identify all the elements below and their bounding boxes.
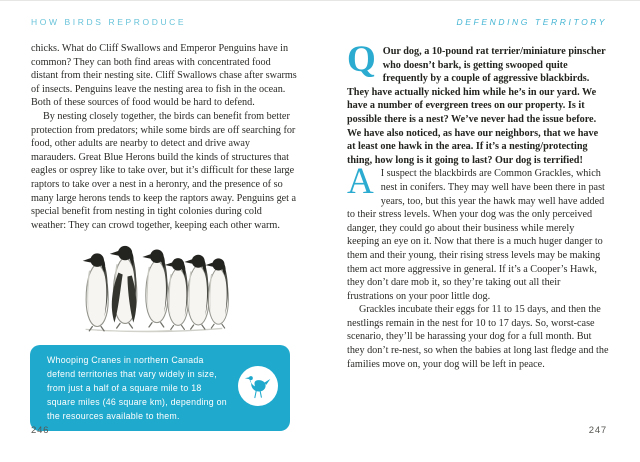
answer-dropcap: A — [347, 161, 374, 203]
right-page — [320, 1, 640, 462]
page-number-left: 246 — [31, 425, 50, 436]
left-page — [0, 1, 320, 462]
fact-callout — [30, 345, 290, 431]
left-body-column — [31, 42, 297, 232]
question-text: Our dog, a 10-pound rat terrier/miniature pinscher who doesn’t bark, is getting swooped quite frequently by a couple of aggressive blackbirds. They have actually nicked him while he’s in our yard. We have a number of evergreen trees on our property. Is it possible there is a nest? We’ve never had the issue before. We have also noticed, as have our neighbors, that we have at least one hawk in the area. If it’s a nesting/protecting thing, how long is it going to last? Our dog is terrified! — [347, 46, 606, 166]
crane-icon — [238, 366, 278, 406]
right-body-column — [347, 39, 609, 371]
page-number-right: 247 — [588, 425, 607, 436]
emperor-penguins-illustration — [76, 241, 230, 335]
body-paragraph: By nesting closely together, the birds can benefit from better protection from predators; while some birds are off searching for food, other adults are nearby to detect and drive away marauders. Great Blue Herons build the kinds of structures that eagles or osprey like to take over, but it’s difficult for these large raptors to take over a nest in a heronry, and the presence of so many large herons tends to keep the raptors away. Penguins get a special benefit from nesting in tight colonies during cold weather: They can crowd together, keeping each other warm. — [31, 110, 297, 231]
answer-paragraph: Grackles incubate their eggs for 11 to 15 days, and then the nestlings remain in the nest for 10 to 17 days. So, worst-case scenario, they’ll be harassing your dog for a full month. But they don’t re-nest, so when the babies at long last fledge and the families move on, your dog will be left in peace. — [347, 304, 609, 370]
body-paragraph: chicks. What do Cliff Swallows and Emperor Penguins have in common? They can both find areas with concentrated food distant from their nesting site. Cliff Swallows chase after swarms of insects. Penguins leave the nesting area to fish in the ocean. Both of these sources of food would be hard to defend. — [31, 43, 297, 109]
running-head-left: HOW BIRDS REPRODUCE — [31, 17, 187, 27]
question-dropcap: Q — [347, 39, 376, 80]
penguins-sketch-icon — [76, 241, 230, 335]
running-head-right: DEFENDING TERRITORY — [456, 17, 607, 27]
answer-text: I suspect the blackbirds are Common Grackles, which nest in conifers. They may well have been there in past years, too, but this year the hawk may well have added to their stress levels. When your dog was the only perceived danger, they could go about their business while merely keeping an eye on it. Now that there is a much huger danger to them and their young, their rising stress levels may be making them act more aggressive in general. If it’s a Cooper’s Hawk, they don’t dare mob it, so they’re taking out all their frustrations on your poor little dog. — [347, 168, 605, 302]
answer-paragraph — [347, 161, 609, 303]
question-paragraph — [347, 39, 609, 167]
callout-text: Whooping Cranes in northern Canada defend territories that vary widely in size, from just a half of a square mile to 18 square miles (46 square km), depending on the resources available to them. — [47, 355, 227, 421]
